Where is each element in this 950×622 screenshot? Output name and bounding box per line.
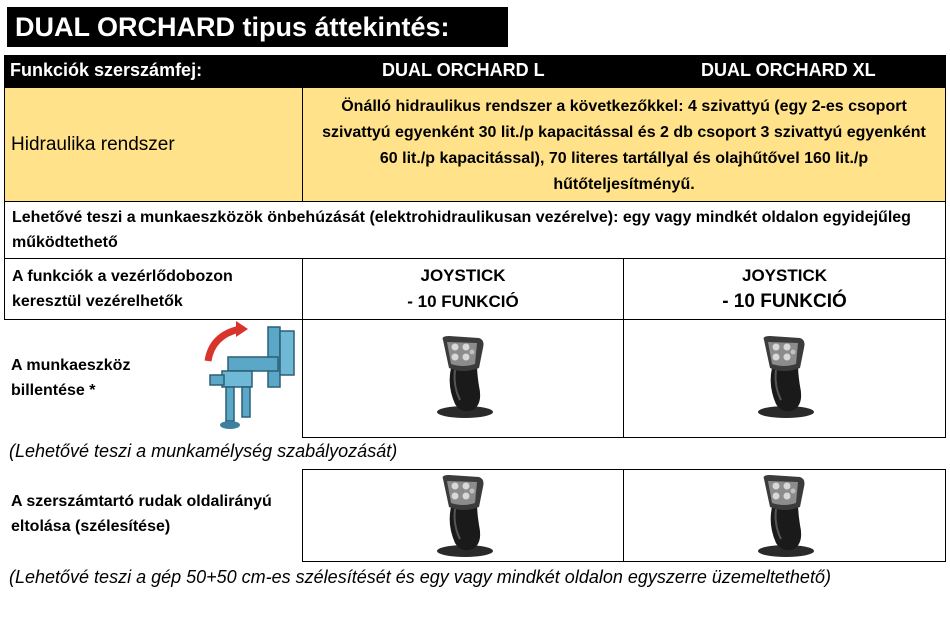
control-box-l-cell [302,258,624,320]
self-retract-text: Lehetővé teszi a munkaeszközök önbehúzását (elektrohidraulikusan vezérelve): egy vagy mindkét oldalon egyidejűleg működtethető [4,201,946,259]
control-box-xl-cell [623,258,946,320]
hydraulics-label-cell [4,87,303,202]
joystick-icon [433,334,497,420]
joystick-label-l: JOYSTICK [420,266,506,285]
header-dual-orchard-xl: DUAL ORCHARD XL [701,60,876,80]
joystick-functions-l: - 10 FUNKCIÓ [407,292,519,311]
joystick-functions-xl: - 10 FUNKCIÓ [722,291,847,312]
header-functions: Funkciók szerszámfej: [10,60,203,80]
tilt-label: A munkaeszköz billentése * [11,357,131,399]
joystick-icon [433,473,497,559]
page-title: DUAL ORCHARD tipus áttekintés: [7,7,508,47]
tilt-label-cell [4,319,303,438]
shift-xl-cell [623,469,946,562]
shift-label: A szerszámtartó rudak oldalirányú eltolása (szélesítése) [11,493,272,535]
tilt-tool-icon [198,321,302,433]
joystick-label-xl: JOYSTICK [741,266,828,285]
joystick-icon [754,473,818,559]
shift-note: (Lehetővé teszi a gép 50+50 cm-es szélesítését és egy vagy mindkét oldalon egyszerre üzemeltethető) [9,567,831,587]
tilt-l-cell [302,319,624,438]
header-dual-orchard-l: DUAL ORCHARD L [382,60,545,80]
joystick-icon [754,334,818,420]
tilt-xl-cell [623,319,946,438]
table-header [4,55,946,87]
shift-l-cell [302,469,624,562]
hydraulics-label: Hidraulika rendszer [11,134,175,155]
control-box-label: A funkciók a vezérlődobozon keresztül vezérelhetők [4,258,303,320]
tilt-note: (Lehetővé teszi a munkamélység szabályozását) [9,441,398,461]
hydraulics-description: Önálló hidraulikus rendszer a következőkkel: 4 szivattyú (egy 2-es csoport szivattyú egyenként 30 lit./p kapacitással és 2 db csoport 3 szivattyú egyenként 60 lit./p kapacitással), 70 literes tartállyal és olajhűtővel 160 lit./p hűtőteljesítményű. [302,87,946,202]
